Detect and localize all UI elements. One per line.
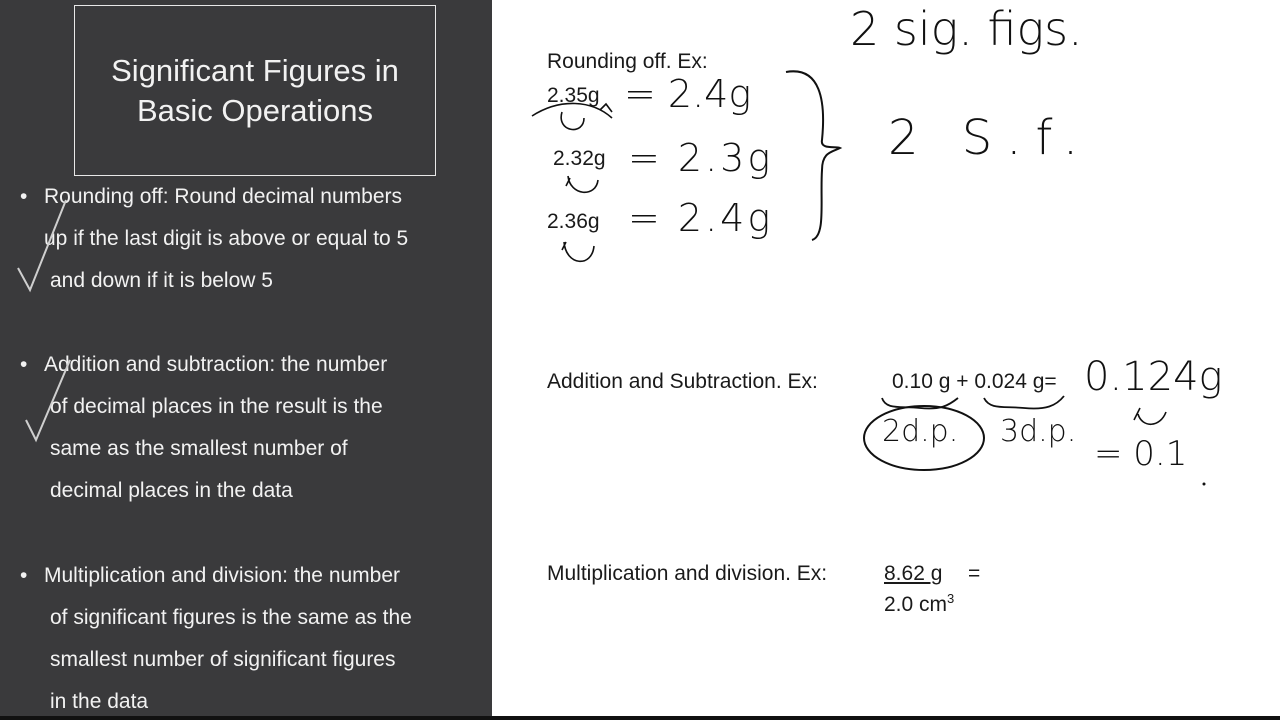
bullet-line: Multiplication and division: the number <box>44 564 401 587</box>
slide-title-box <box>74 5 436 176</box>
handwritten-final-answer: = 0.1 <box>1094 434 1188 474</box>
rounding-item: 2.32g <box>553 147 606 170</box>
mult-equals: = <box>968 562 981 585</box>
loop-annotation-icon <box>562 242 594 261</box>
bullet-line: smallest number of significant figures <box>50 648 396 671</box>
bullet-line: same as the smallest number of <box>50 437 348 460</box>
loop-annotation-icon <box>1134 408 1166 424</box>
bullet-line: Rounding off: Round decimal numbers <box>44 185 402 208</box>
handwritten-rounding-result: = 2.4g <box>624 72 752 116</box>
bullet-dot: • <box>20 353 28 376</box>
addition-expression: 0.10 g + 0.024 g= <box>892 370 1057 393</box>
handwritten-sum-result: 0.124g <box>1084 354 1223 400</box>
bullet-addition <box>20 344 480 512</box>
brace-icon <box>786 71 840 240</box>
handwritten-decimal-places: 2d.p. <box>882 414 959 449</box>
handwritten-rounding-result: = 2.4g <box>628 196 774 240</box>
handwritten-sf: 2 S.f. <box>888 110 1093 166</box>
bullet-dot: • <box>20 564 28 587</box>
bullet-line: in the data <box>50 690 149 713</box>
rounding-example-label: Rounding off. Ex: <box>547 50 708 73</box>
loop-annotation-icon <box>566 176 598 192</box>
addition-example-label: Addition and Subtraction. Ex: <box>547 370 818 393</box>
handwritten-rounding-result: = 2.3g <box>628 136 774 180</box>
bullet-dot: • <box>20 185 28 208</box>
bullet-line: of decimal places in the result is the <box>50 395 383 418</box>
bottom-edge-bar <box>0 716 1280 720</box>
bullet-line: and down if it is below 5 <box>50 269 273 292</box>
handwritten-sig-figs: 2 sig. figs. <box>850 2 1083 56</box>
slide-text-panel <box>0 0 492 720</box>
bullet-line: of significant figures is the same as the <box>50 606 412 629</box>
slide-title-line-1: Significant Figures in <box>111 52 399 88</box>
slide-title <box>111 51 399 131</box>
bullet-line: Addition and subtraction: the number <box>44 353 388 376</box>
bullet-line: up if the last digit is above or equal to 5 <box>44 227 409 250</box>
rounding-item: 2.35g <box>547 84 600 107</box>
bullet-rounding <box>20 176 480 302</box>
multiplication-example-label: Multiplication and division. Ex: <box>547 562 828 585</box>
bullet-multiplication <box>20 555 480 723</box>
bullet-line: decimal places in the data <box>50 479 293 502</box>
rounding-item: 2.36g <box>547 210 600 233</box>
handwritten-decimal-places: 3d.p. <box>1000 414 1077 449</box>
underbrace-icon <box>984 396 1064 409</box>
mult-numerator: 8.62 g <box>884 562 943 585</box>
mult-denominator: 2.0 $cm^3$ <box>884 591 955 616</box>
underbrace-icon <box>882 398 958 409</box>
slide-title-line-2: Basic Operations <box>136 92 374 128</box>
